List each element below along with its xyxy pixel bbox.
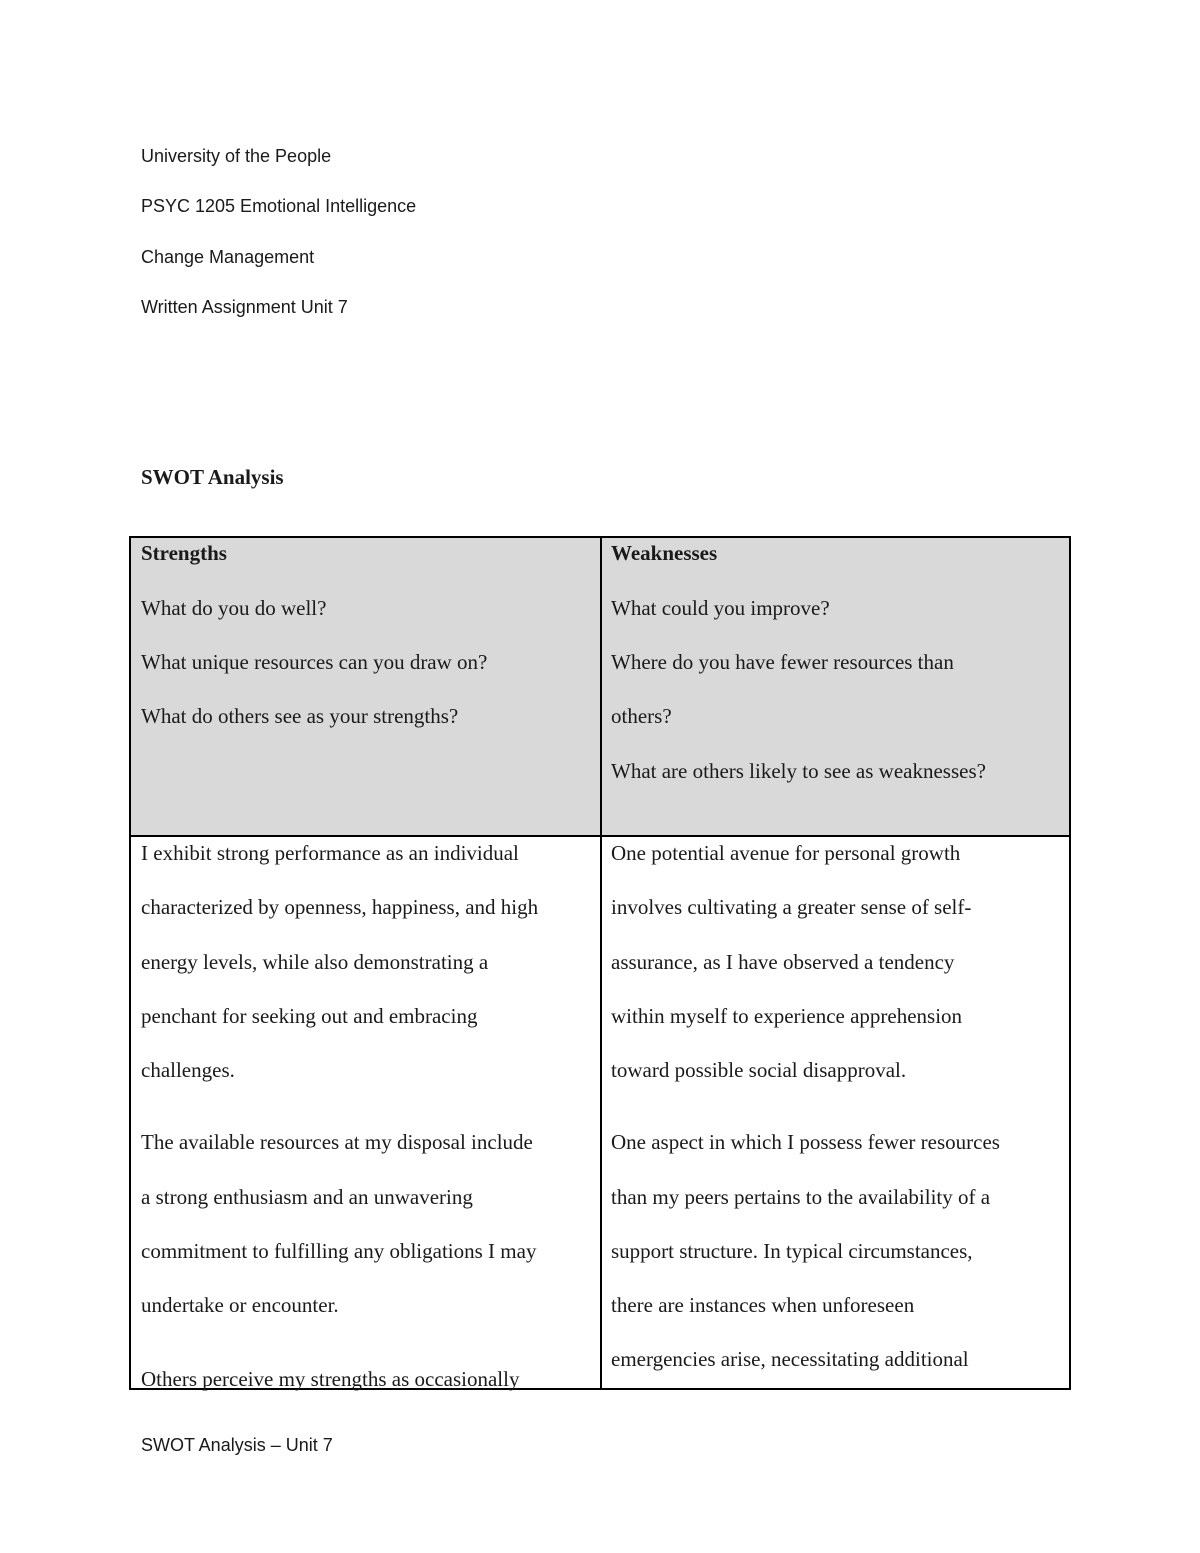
strengths-answer-line: commitment to fulfilling any obligations I may	[141, 1239, 537, 1263]
weaknesses-answer-line: involves cultivating a greater sense of self-	[611, 895, 972, 919]
row-divider	[131, 835, 1069, 837]
strengths-answer-line: undertake or encounter.	[141, 1293, 339, 1317]
weaknesses-heading: Weaknesses	[611, 541, 718, 565]
weaknesses-answer-line: support structure. In typical circumstances,	[611, 1239, 973, 1263]
weaknesses-question: Where do you have fewer resources than	[611, 650, 954, 674]
weaknesses-question: What are others likely to see as weaknesses?	[611, 759, 986, 783]
strengths-question: What do you do well?	[141, 596, 327, 620]
strengths-answer-line: The available resources at my disposal include	[141, 1130, 533, 1154]
strengths-answer-line: penchant for seeking out and embracing	[141, 1004, 478, 1028]
section-title: SWOT Analysis	[141, 465, 284, 489]
course-name: PSYC 1205 Emotional Intelligence	[141, 196, 417, 216]
strengths-question: What unique resources can you draw on?	[141, 650, 488, 674]
strengths-header-cell	[131, 538, 600, 835]
strengths-answer-line: I exhibit strong performance as an individual	[141, 841, 519, 865]
weaknesses-question: What could you improve?	[611, 596, 830, 620]
strengths-answer-line: Others perceive my strengths as occasionally	[141, 1367, 520, 1391]
weaknesses-answer-line: within myself to experience apprehension	[611, 1004, 963, 1028]
weaknesses-header-cell	[602, 538, 1069, 835]
institution-name: University of the People	[141, 146, 332, 166]
strengths-answer-line: challenges.	[141, 1058, 235, 1082]
strengths-answer-line: energy levels, while also demonstrating a	[141, 950, 489, 974]
weaknesses-answer-line: than my peers pertains to the availability of a	[611, 1185, 991, 1209]
weaknesses-question: others?	[611, 704, 672, 728]
strengths-question: What do others see as your strengths?	[141, 704, 459, 728]
strengths-heading: Strengths	[141, 541, 227, 565]
weaknesses-answer-line: assurance, as I have observed a tendency	[611, 950, 955, 974]
strengths-answer-line: a strong enthusiasm and an unwavering	[141, 1185, 473, 1209]
strengths-answer-line: characterized by openness, happiness, and high	[141, 895, 539, 919]
weaknesses-answer-line: emergencies arise, necessitating additional	[611, 1347, 969, 1371]
assignment-topic: Change Management	[141, 247, 315, 267]
weaknesses-answer-line: One aspect in which I possess fewer resources	[611, 1130, 1000, 1154]
swot-table	[129, 536, 1071, 1390]
weaknesses-answer-line: toward possible social disapproval.	[611, 1058, 907, 1082]
column-divider	[600, 538, 602, 1388]
weaknesses-answer-line: One potential avenue for personal growth	[611, 841, 961, 865]
assignment-title: Written Assignment Unit 7	[141, 297, 348, 317]
weaknesses-answer-line: there are instances when unforeseen	[611, 1293, 915, 1317]
page-footer: SWOT Analysis – Unit 7	[141, 1435, 333, 1455]
